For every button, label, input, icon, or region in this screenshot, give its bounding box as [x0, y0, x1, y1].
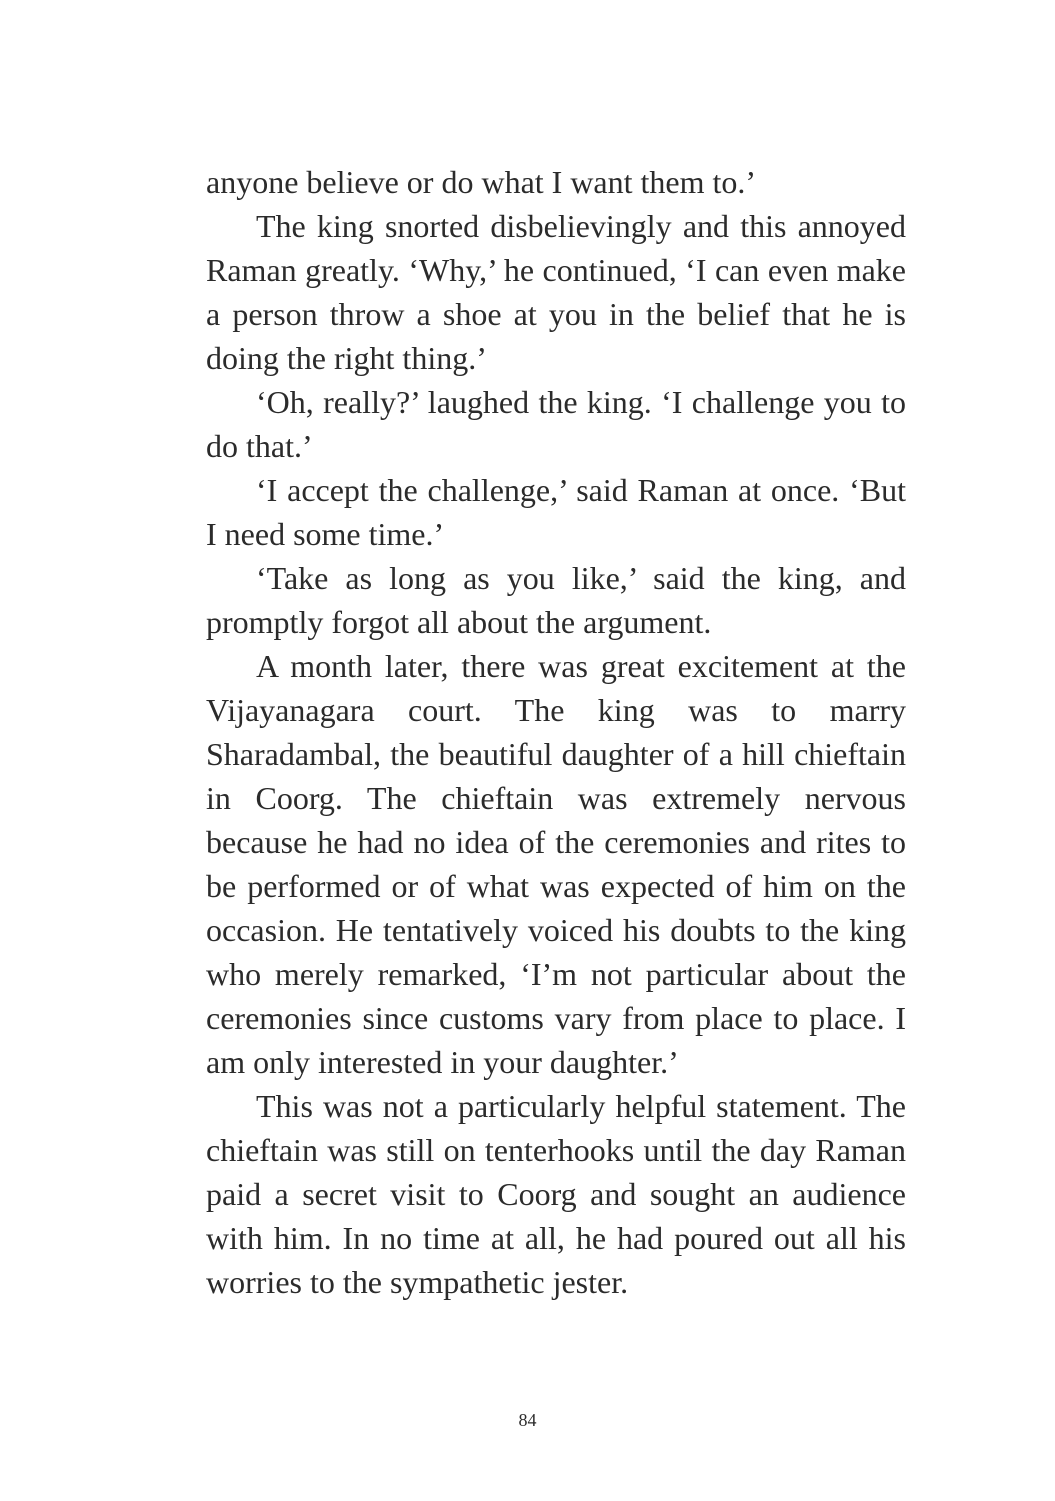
- paragraph: This was not a particularly helpful statement. The chieftain was still on tenterhooks until the day Raman paid a secret visit to Coorg and sought an audience with him. In no time at all, he had poured out all his worries to the sympathetic jester.: [206, 1088, 906, 1300]
- paragraph: ‘Oh, really?’ laughed the king. ‘I challenge you to do that.’: [206, 384, 906, 464]
- paragraph: ‘Take as long as you like,’ said the king, and promptly forgot all about the argument.: [206, 560, 906, 640]
- body-text: [206, 160, 906, 1304]
- page-number: 84: [518, 1410, 537, 1430]
- paragraph-continuation: anyone believe or do what I want them to.’: [206, 164, 757, 200]
- paragraph: ‘I accept the challenge,’ said Raman at once. ‘But I need some time.’: [206, 472, 906, 552]
- paragraph: A month later, there was great excitement at the Vijayanagara court. The king was to marry Sharadambal, the beautiful daughter of a hill chieftain in Coorg. The chieftain was extremely nervous because he had no idea of the ceremonies and rites to be performed or of what was expected of him on the occasion. He tentatively voiced his doubts to the king who merely remarked, ‘I’m not particular about the ceremonies since customs vary from place to place. I am only interested in your daughter.’: [206, 648, 906, 1080]
- paragraph: The king snorted disbelievingly and this annoyed Raman greatly. ‘Why,’ he continued, ‘I can even make a person throw a shoe at you in the belief that he is doing the right thing.’: [206, 208, 906, 376]
